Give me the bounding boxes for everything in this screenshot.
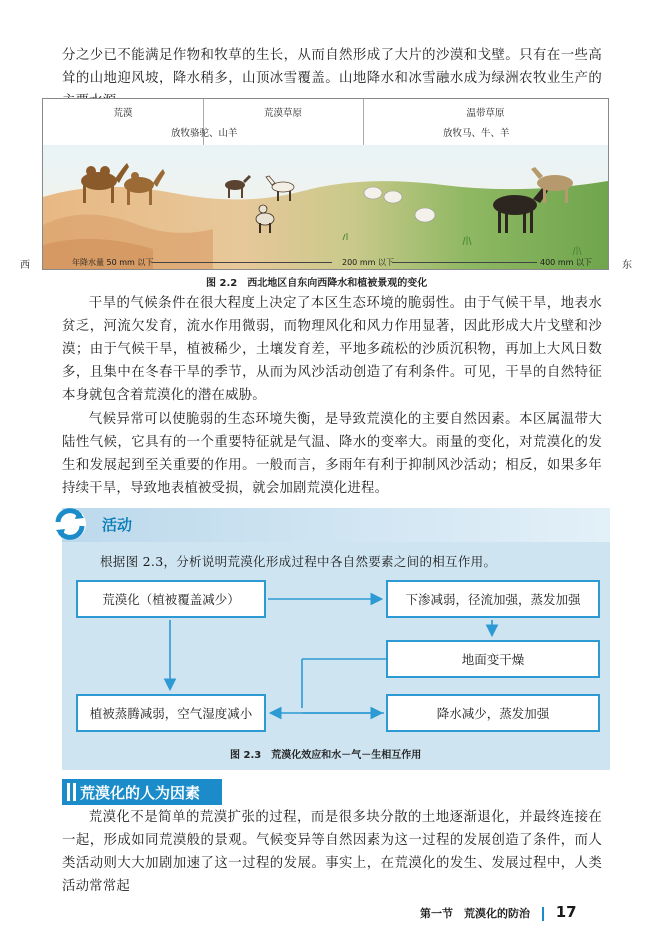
zone-header: [43, 99, 608, 146]
footer-section: 第一节 荒漠化的防治: [420, 907, 530, 920]
precip-label-2: 200 mm 以下: [342, 258, 394, 267]
landscape-illustration: [43, 145, 608, 269]
page-footer: [420, 903, 577, 921]
figure-2-2-caption: 图 2.2 西北地区自东向西降水和植被景观的变化: [206, 278, 428, 289]
precip-axis: [20, 256, 632, 271]
section-banner: [62, 779, 222, 805]
direction-west: 西: [20, 260, 30, 271]
box-infiltration: 下渗减弱，径流加强，蒸发加强: [386, 580, 600, 618]
figure-2-2: [42, 98, 609, 270]
precip-label-1: 年降水量 50 mm 以下: [72, 258, 154, 267]
section-title: 荒漠化的人为因素: [80, 784, 201, 802]
box-ground-dry: 地面变干燥: [386, 640, 600, 678]
paragraph-4: 荒漠化不是简单的荒漠扩张的过程，而是很多块分散的土地逐渐退化，并最终连接在一起，形成如同荒漠般的景观。气候变异等自然因素为这一过程的发展创造了条件，而人类活动则大大加剧加速了这一过程的发展。事实上，在荒漠化的发生、发展过程中，人类活动常常起: [62, 810, 602, 894]
flow-arrows: [62, 508, 610, 770]
page-number: 17: [555, 903, 577, 921]
activity-title: 活动: [102, 516, 133, 534]
zone-temperate-steppe: 温带草原: [466, 108, 505, 119]
box-precipitation: 降水减少，蒸发加强: [386, 694, 600, 732]
zone-desert: 荒漠: [113, 108, 133, 119]
top-paragraph: 分之少已不能满足作物和牧草的生长，从而自然形成了大片的沙漠和戈壁。只有在一些高耸的山地迎风坡，降水稍多，山顶冰雪覆盖。山地降水和冰雪融水成为绿洲农牧业生产的: [62, 48, 602, 86]
box-desertification: 荒漠化（植被覆盖减少）: [76, 580, 266, 618]
zone-desert-steppe: 荒漠草原: [263, 108, 302, 119]
activity-question: 根据图 2.3，分析说明荒漠化形成过程中各自然要素之间的相互作用。: [100, 554, 497, 569]
precip-label-3: 400 mm 以下: [540, 258, 592, 267]
direction-east: 东: [622, 260, 632, 271]
box-transpiration: 植被蒸腾减弱，空气湿度减小: [76, 694, 266, 732]
paragraph-2: 干旱的气候条件在很大程度上决定了本区生态环境的脆弱性。由于气候干旱，地表水贫乏，河流欠发育，流水作用微弱，而物理风化和风力作用显著，因此形成大片戈壁和沙漠；由于气候干旱，植被稀少，土壤发育差，平地多疏松的沙质沉积物，再加上大风日数多，且集中在冬春干旱的季节，从而为风沙活动创造了有利条件。可见，干旱的自然特征本身就包含着荒漠化的潜在威胁。: [62, 296, 602, 403]
livestock-right: 放牧马、牛、羊: [443, 128, 510, 139]
figure-2-3-caption: 图 2.3 荒漠化效应和水－气－生相互作用: [230, 750, 422, 761]
activity-panel: [62, 508, 610, 770]
livestock-left: 放牧骆驼、山羊: [171, 128, 238, 139]
paragraph-3: 气候异常可以使脆弱的生态环境失衡，是导致荒漠化的主要自然因素。本区属温带大陆性气候，它具有的一个重要特征就是气温、降水的变率大。雨量的变化，对荒漠化的发生和发展起到至关重要的作用。一般而言，多雨年有利于抑制风沙活动；相反，如果多年持续干旱，导致地表植被受损，就会加剧荒漠化进程。: [62, 412, 602, 496]
